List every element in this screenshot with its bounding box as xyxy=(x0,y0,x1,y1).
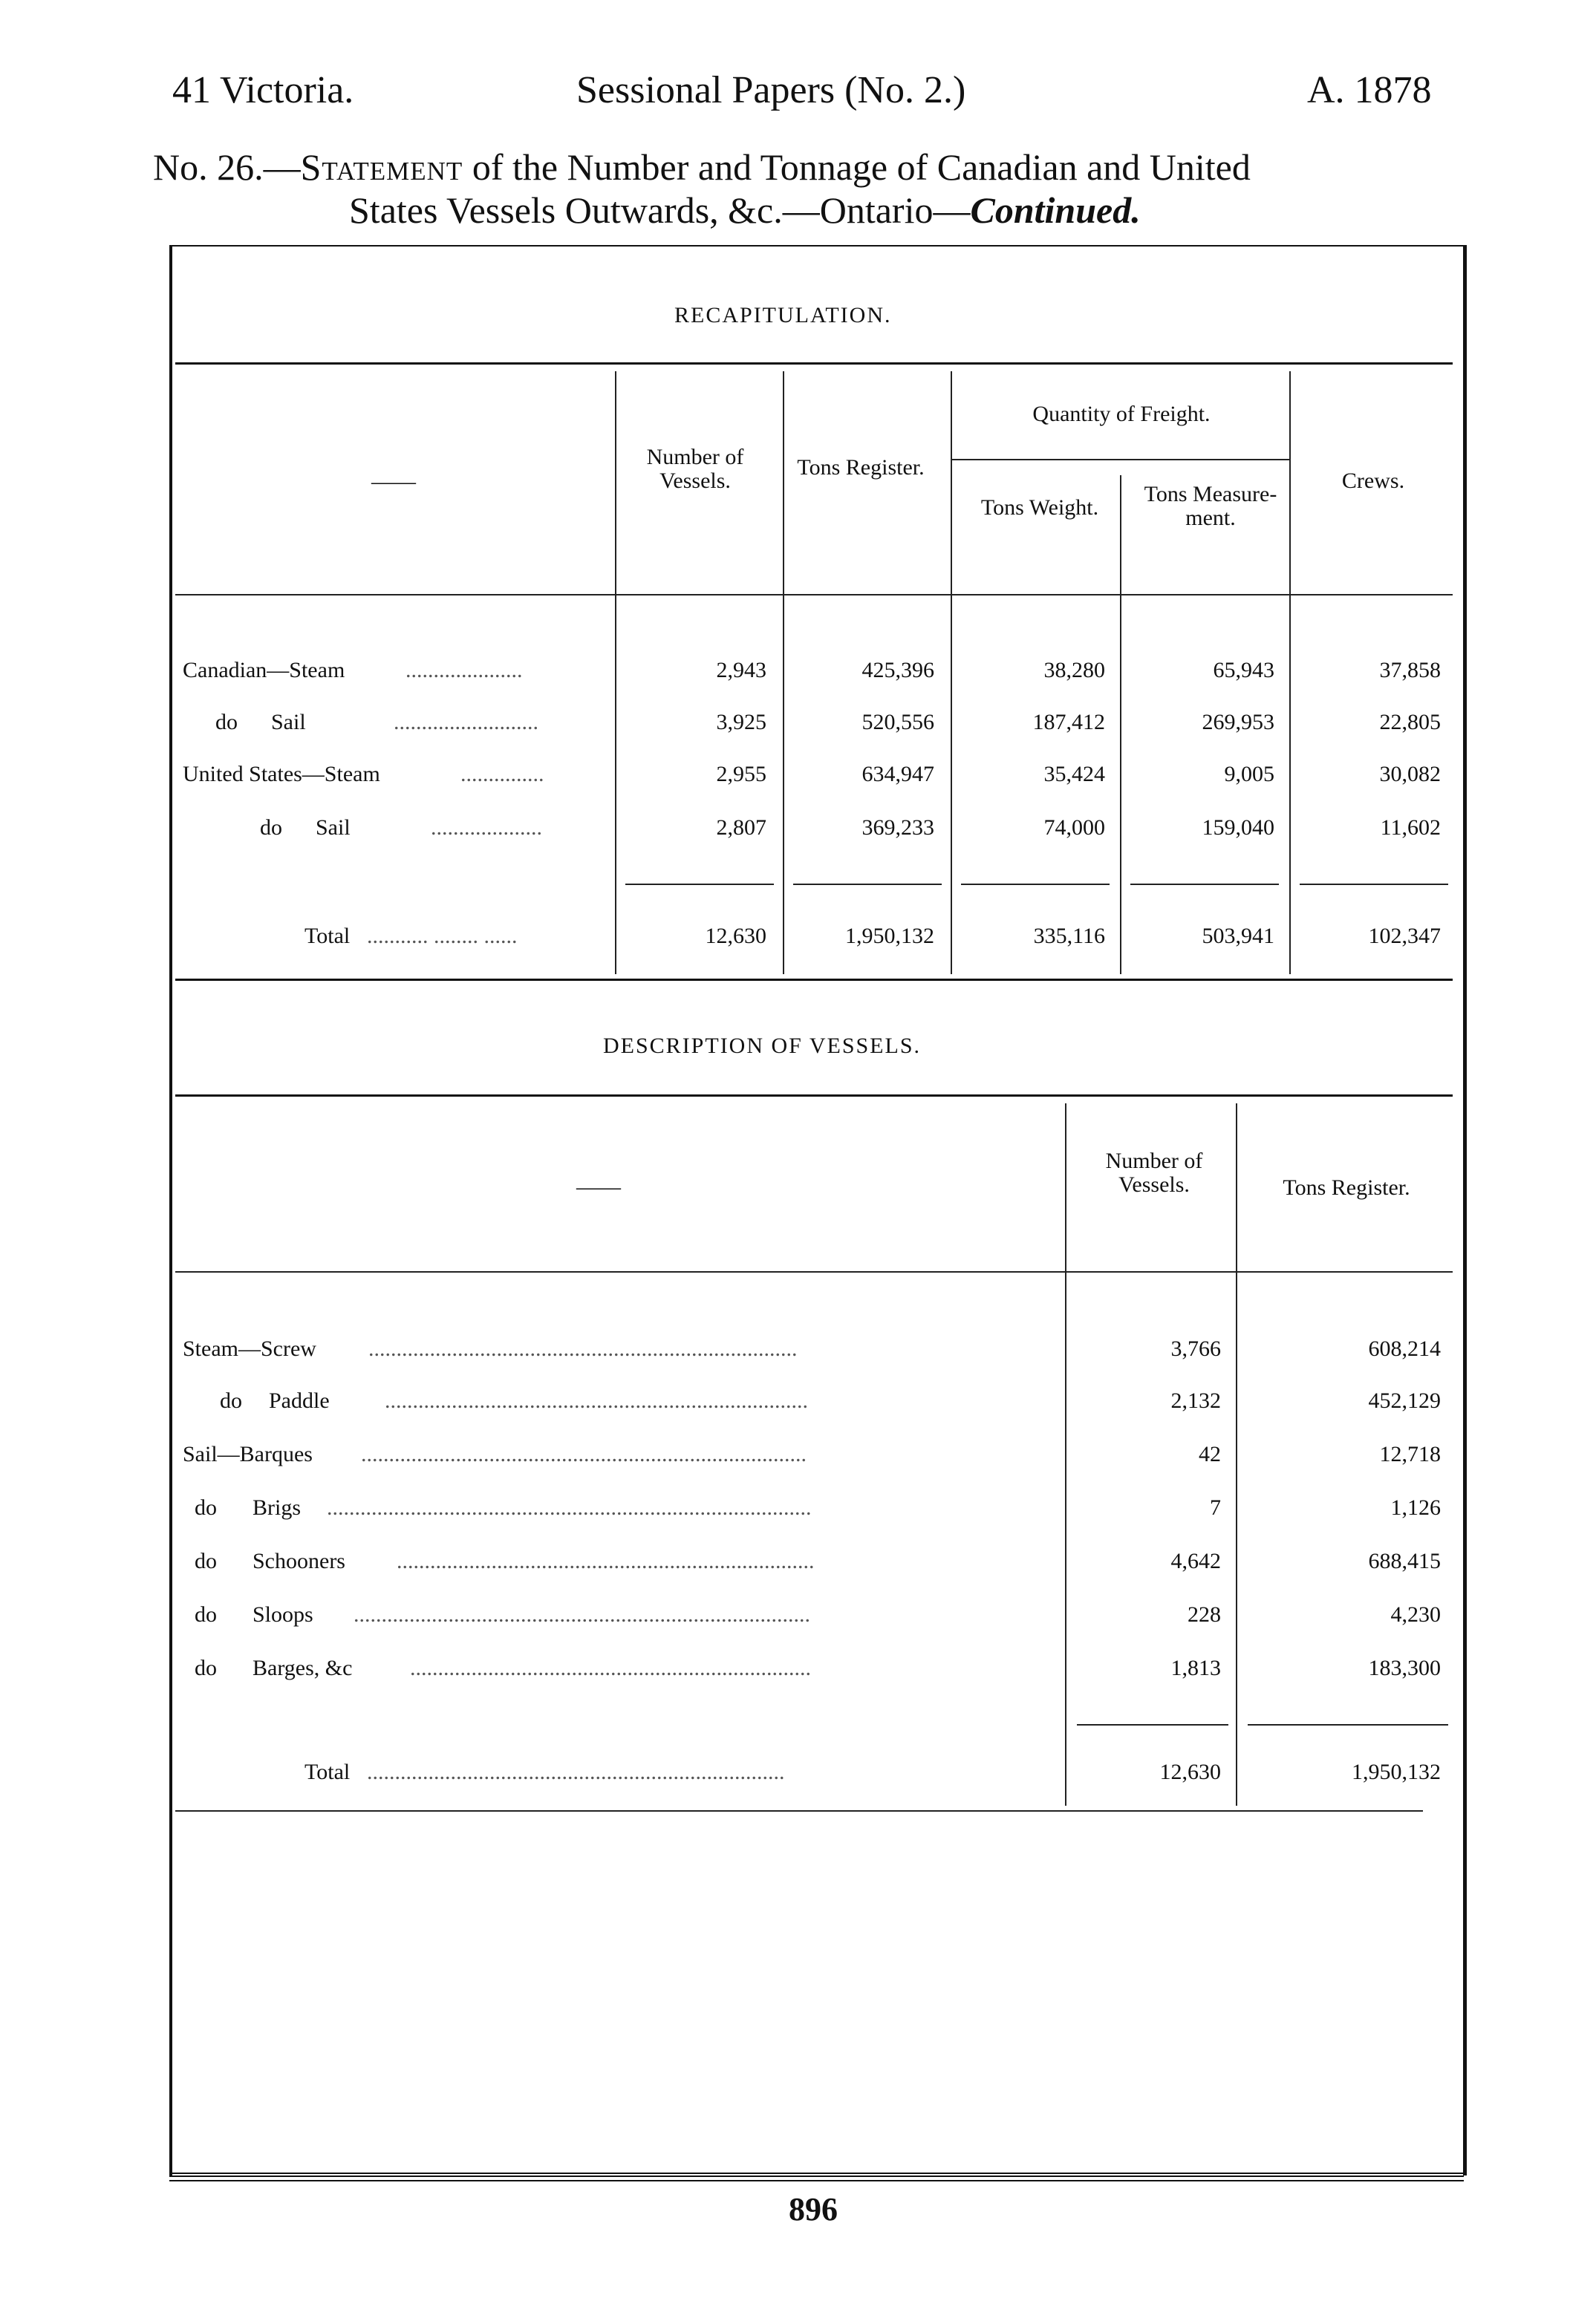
leader-dots: ............................................................................ xyxy=(385,1388,808,1413)
leader-dots: .......................... xyxy=(394,710,538,734)
recap-cell-vessels: 2,943 xyxy=(716,658,766,682)
recap-cell-weight: 35,424 xyxy=(1043,762,1105,786)
recap-cell-measure: 269,953 xyxy=(1202,710,1274,734)
desc-vline-2 xyxy=(1236,1103,1237,1806)
desc-top-rule xyxy=(175,1094,1453,1097)
desc-cell-vessels: 228 xyxy=(1188,1602,1221,1627)
recap-cell-register: 369,233 xyxy=(861,815,934,840)
recap-cell-weight: 187,412 xyxy=(1032,710,1105,734)
recap-vline-1 xyxy=(615,371,616,974)
desc-cell-register: 452,129 xyxy=(1368,1388,1441,1413)
recap-cell-measure: 65,943 xyxy=(1213,658,1274,682)
leader-dots: ....................................................................................... xyxy=(327,1495,812,1520)
desc-row-prefix: do xyxy=(195,1495,217,1520)
page-number: 896 xyxy=(789,2191,838,2227)
recap-total-crews: 102,347 xyxy=(1368,924,1441,948)
leader-dots: ........................................................................... xyxy=(397,1549,815,1573)
recap-vline-3 xyxy=(951,371,952,974)
recap-cell-register: 634,947 xyxy=(861,762,934,786)
desc-row-name: Sloops xyxy=(253,1602,313,1627)
recap-row-label: Canadian—Steam xyxy=(183,658,345,682)
desc-row-label xyxy=(195,1495,301,1521)
desc-row-name: Schooners xyxy=(253,1549,345,1573)
title-line1-rest: of the Number and Tonnage of Canadian and United xyxy=(463,146,1251,188)
desc-row-name: Brigs xyxy=(253,1495,302,1520)
desc-cell-register: 183,300 xyxy=(1368,1656,1441,1680)
leader-dots: ........... ........ ...... xyxy=(367,924,518,948)
total-rule xyxy=(961,884,1110,885)
recap-vline-2 xyxy=(783,371,784,974)
desc-col-register: Tons Register. xyxy=(1283,1175,1410,1200)
recap-bottom-rule xyxy=(175,979,1453,981)
recap-col-freight: Quantity of Freight. xyxy=(1032,402,1211,426)
desc-row-prefix: do xyxy=(220,1388,242,1413)
recap-cell-register: 520,556 xyxy=(861,710,934,734)
desc-row-label xyxy=(183,1442,313,1467)
desc-row-prefix: Steam— xyxy=(183,1336,261,1361)
desc-row-name: Screw xyxy=(261,1336,316,1361)
desc-row-label xyxy=(220,1388,330,1414)
recap-total-measure: 503,941 xyxy=(1202,924,1274,948)
recap-cell-register: 425,396 xyxy=(861,658,934,682)
recap-col-measure: Tons Measure-ment. xyxy=(1144,482,1277,530)
recap-row-label: do Sail xyxy=(260,815,351,840)
recap-col-vessels: Number of Vessels. xyxy=(646,445,744,493)
recap-total-label: Total xyxy=(304,924,351,948)
page-title-line1 xyxy=(153,146,1251,189)
page-title-line2 xyxy=(349,189,1141,232)
leader-dots: .................................................................................. xyxy=(354,1602,810,1627)
recap-cell-weight: 74,000 xyxy=(1043,815,1105,840)
leader-dots: .................... xyxy=(431,815,542,840)
recap-vline-4 xyxy=(1120,475,1121,974)
recap-header-rule xyxy=(175,594,1453,595)
recap-cell-crews: 11,602 xyxy=(1380,815,1441,840)
desc-cell-register: 1,126 xyxy=(1390,1495,1441,1520)
recap-cell-vessels: 3,925 xyxy=(716,710,766,734)
recap-total-register: 1,950,132 xyxy=(845,924,934,948)
recap-cell-measure: 159,040 xyxy=(1202,815,1274,840)
recap-cell-measure: 9,005 xyxy=(1224,762,1274,786)
recap-row-label: do Sail xyxy=(215,710,306,734)
desc-col-vessels: Number of Vessels. xyxy=(1105,1149,1203,1197)
leader-dots: ........................................................................... xyxy=(367,1760,785,1784)
leader-dots: ........................................................................ xyxy=(410,1656,811,1680)
desc-header-rule xyxy=(175,1271,1453,1273)
recap-col-weight: Tons Weight. xyxy=(980,495,1099,520)
freight-rule xyxy=(951,459,1289,460)
desc-row-name: Barques xyxy=(239,1442,313,1466)
desc-cell-vessels: 2,132 xyxy=(1170,1388,1221,1413)
desc-cell-vessels: 7 xyxy=(1210,1495,1221,1520)
total-rule xyxy=(1248,1724,1448,1726)
frame-top-rule xyxy=(169,245,1464,247)
desc-row-prefix: do xyxy=(195,1602,217,1627)
table-frame xyxy=(169,245,1467,2176)
desc-cell-vessels: 42 xyxy=(1199,1442,1221,1466)
recap-cell-crews: 22,805 xyxy=(1379,710,1441,734)
desc-bottom-rule xyxy=(175,1810,1423,1812)
recap-col-crews: Crews. xyxy=(1341,469,1405,493)
leader-dots: ..................... xyxy=(405,658,523,682)
desc-total-label: Total xyxy=(304,1760,351,1784)
recap-cell-vessels: 2,807 xyxy=(716,815,766,840)
recap-cell-weight: 38,280 xyxy=(1043,658,1105,682)
desc-cell-register: 4,230 xyxy=(1390,1602,1441,1627)
desc-row-prefix: do xyxy=(195,1656,217,1680)
recap-cell-vessels: 2,955 xyxy=(716,762,766,786)
total-rule xyxy=(625,884,774,885)
desc-row-name: Paddle xyxy=(269,1388,330,1413)
total-rule xyxy=(1077,1724,1228,1726)
desc-vline-1 xyxy=(1065,1103,1066,1806)
title-line2: States Vessels Outwards, &c.—Ontario— xyxy=(349,189,971,231)
recap-heading: RECAPITULATION. xyxy=(674,303,892,327)
desc-total-register: 1,950,132 xyxy=(1352,1760,1441,1784)
desc-cell-register: 12,718 xyxy=(1379,1442,1441,1466)
desc-cell-vessels: 1,813 xyxy=(1170,1656,1221,1680)
title-number: No. 26.— xyxy=(153,146,301,188)
recap-col-register: Tons Register. xyxy=(797,455,925,480)
title-statement: Statement xyxy=(300,146,463,188)
recap-cell-crews: 30,082 xyxy=(1379,762,1441,786)
header-left: 41 Victoria. xyxy=(172,69,354,111)
leader-dots: ............................................................................. xyxy=(368,1336,798,1361)
desc-row-name: Barges, &c xyxy=(253,1656,353,1680)
desc-col-dash: —— xyxy=(576,1175,621,1199)
title-continued: Continued. xyxy=(970,189,1141,231)
header-right: A. 1878 xyxy=(1307,69,1432,111)
recap-total-vessels: 12,630 xyxy=(705,924,766,948)
desc-row-label xyxy=(183,1336,316,1362)
desc-row-label xyxy=(195,1602,313,1628)
desc-cell-register: 688,415 xyxy=(1368,1549,1441,1573)
header-center: Sessional Papers (No. 2.) xyxy=(576,69,966,111)
desc-heading: DESCRIPTION OF VESSELS. xyxy=(603,1034,922,1058)
desc-total-vessels: 12,630 xyxy=(1159,1760,1221,1784)
desc-cell-vessels: 4,642 xyxy=(1170,1549,1221,1573)
desc-row-prefix: do xyxy=(195,1549,217,1573)
total-rule xyxy=(1300,884,1448,885)
desc-cell-vessels: 3,766 xyxy=(1170,1336,1221,1361)
frame-bottom-rule xyxy=(169,2173,1464,2181)
recap-col-dash: —— xyxy=(371,469,416,494)
desc-row-label xyxy=(195,1656,352,1681)
recap-cell-crews: 37,858 xyxy=(1379,658,1441,682)
desc-cell-register: 608,214 xyxy=(1368,1336,1441,1361)
desc-row-label xyxy=(195,1549,345,1574)
leader-dots: ............... xyxy=(460,762,544,786)
recap-row-label: United States—Steam xyxy=(183,762,380,786)
recap-top-rule xyxy=(175,362,1453,365)
recap-vline-5 xyxy=(1289,371,1291,974)
total-rule xyxy=(793,884,942,885)
desc-row-prefix: Sail— xyxy=(183,1442,240,1466)
recap-total-weight: 335,116 xyxy=(1033,924,1105,948)
leader-dots: ................................................................................ xyxy=(361,1442,807,1466)
total-rule xyxy=(1130,884,1279,885)
